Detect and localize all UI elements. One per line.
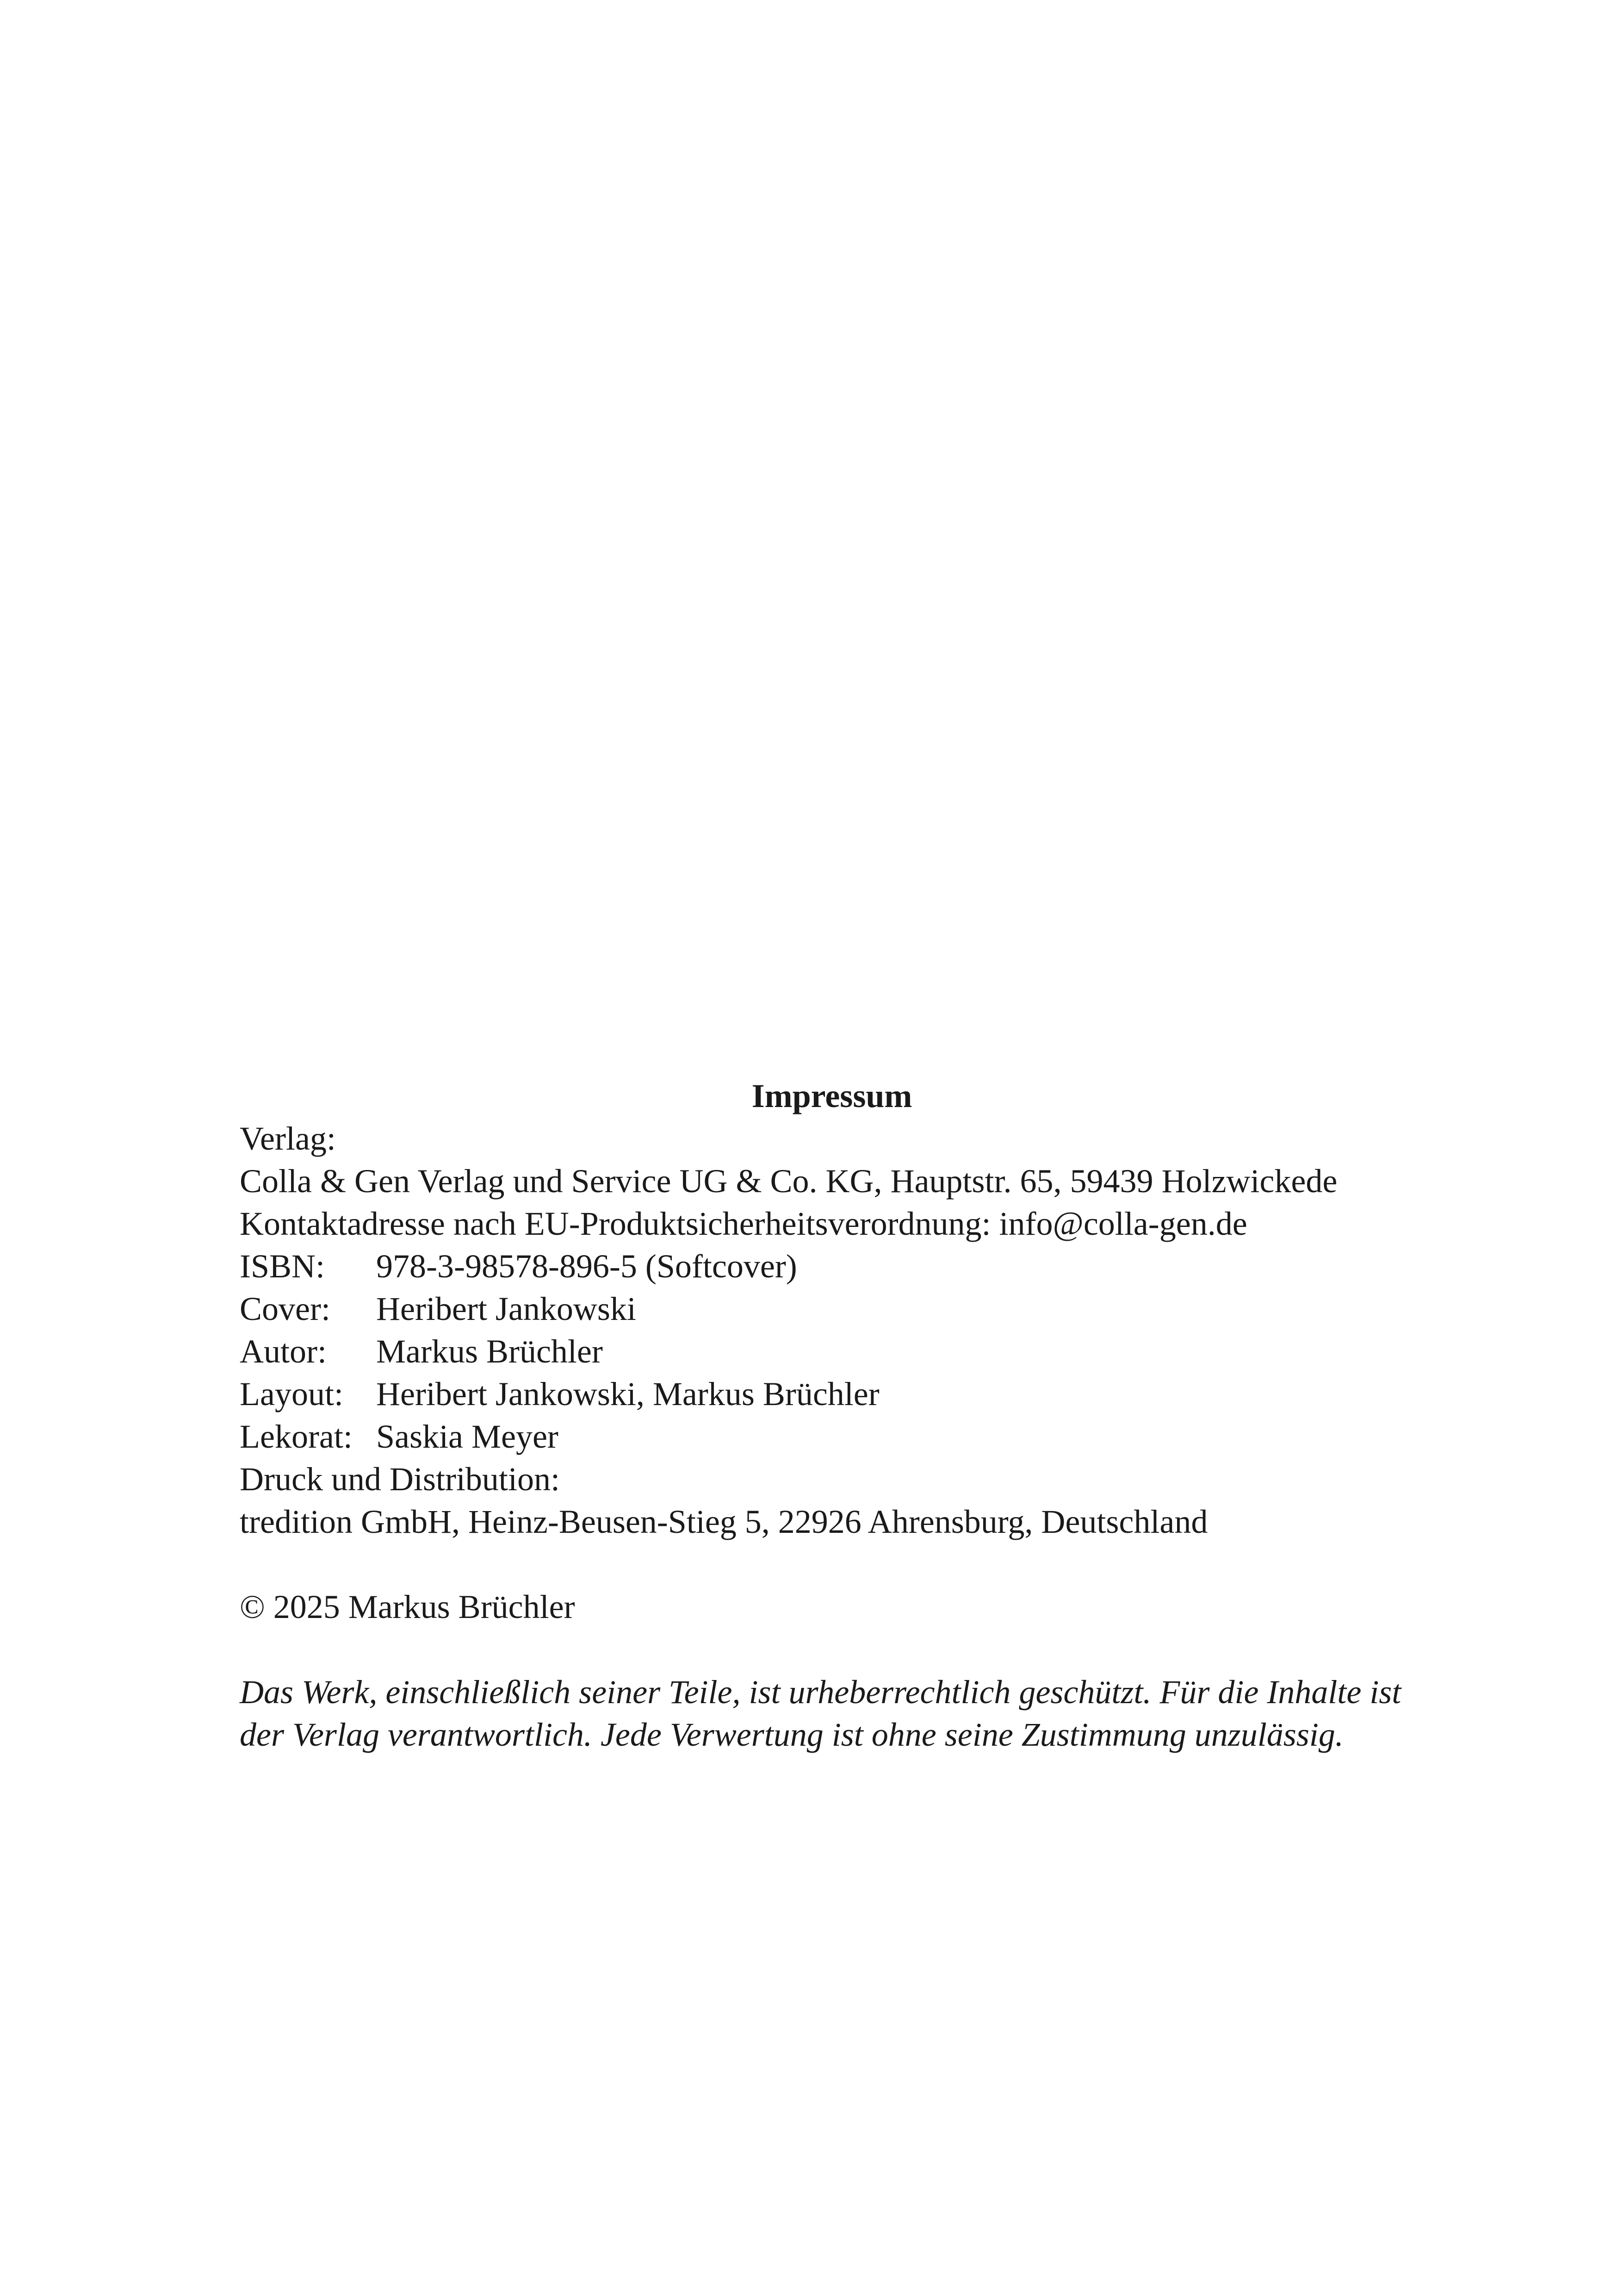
- copyright-notice-line-2: der Verlag verantwortlich. Jede Verwertung ist ohne seine Zustimmung unzulässig.: [240, 1716, 1344, 1753]
- imprint-title: Impressum: [751, 1077, 912, 1114]
- spacer: [240, 1628, 1424, 1671]
- distribution-label: Druck und Distribution:: [240, 1461, 560, 1498]
- detail-row-author: [240, 1330, 1424, 1373]
- detail-label: Lekorat:: [240, 1418, 353, 1455]
- imprint-block: [240, 1075, 1424, 1756]
- copyright-notice-line-1: Das Werk, einschließlich seiner Teile, ist urheberrechtlich geschützt. Für die Inhalte ist: [240, 1674, 1401, 1711]
- distribution-address: tredition GmbH, Heinz-Beusen-Stieg 5, 22926 Ahrensburg, Deutschland: [240, 1503, 1208, 1540]
- detail-row-layout: [240, 1373, 1424, 1415]
- detail-label: ISBN:: [240, 1248, 325, 1285]
- detail-value: Markus Brüchler: [376, 1333, 603, 1370]
- copyright-line: © 2025 Markus Brüchler: [240, 1588, 575, 1625]
- publisher-label: Verlag:: [240, 1120, 336, 1157]
- detail-label: Cover:: [240, 1290, 330, 1327]
- detail-value: Heribert Jankowski, Markus Brüchler: [376, 1375, 880, 1412]
- detail-value: Saskia Meyer: [376, 1418, 558, 1455]
- detail-label: Layout:: [240, 1375, 343, 1412]
- detail-value: Heribert Jankowski: [376, 1290, 636, 1327]
- publisher-address: Colla & Gen Verlag und Service UG & Co. KG, Hauptstr. 65, 59439 Holzwickede: [240, 1163, 1338, 1200]
- publisher-contact: Kontaktadresse nach EU-Produktsicherheitsverordnung: info@colla-gen.de: [240, 1205, 1247, 1242]
- detail-row-editor: [240, 1415, 1424, 1458]
- spacer: [240, 1543, 1424, 1586]
- detail-value: 978-3-98578-896-5 (Softcover): [376, 1248, 797, 1285]
- detail-label: Autor:: [240, 1333, 327, 1370]
- detail-row-cover: [240, 1288, 1424, 1330]
- detail-row-isbn: [240, 1245, 1424, 1288]
